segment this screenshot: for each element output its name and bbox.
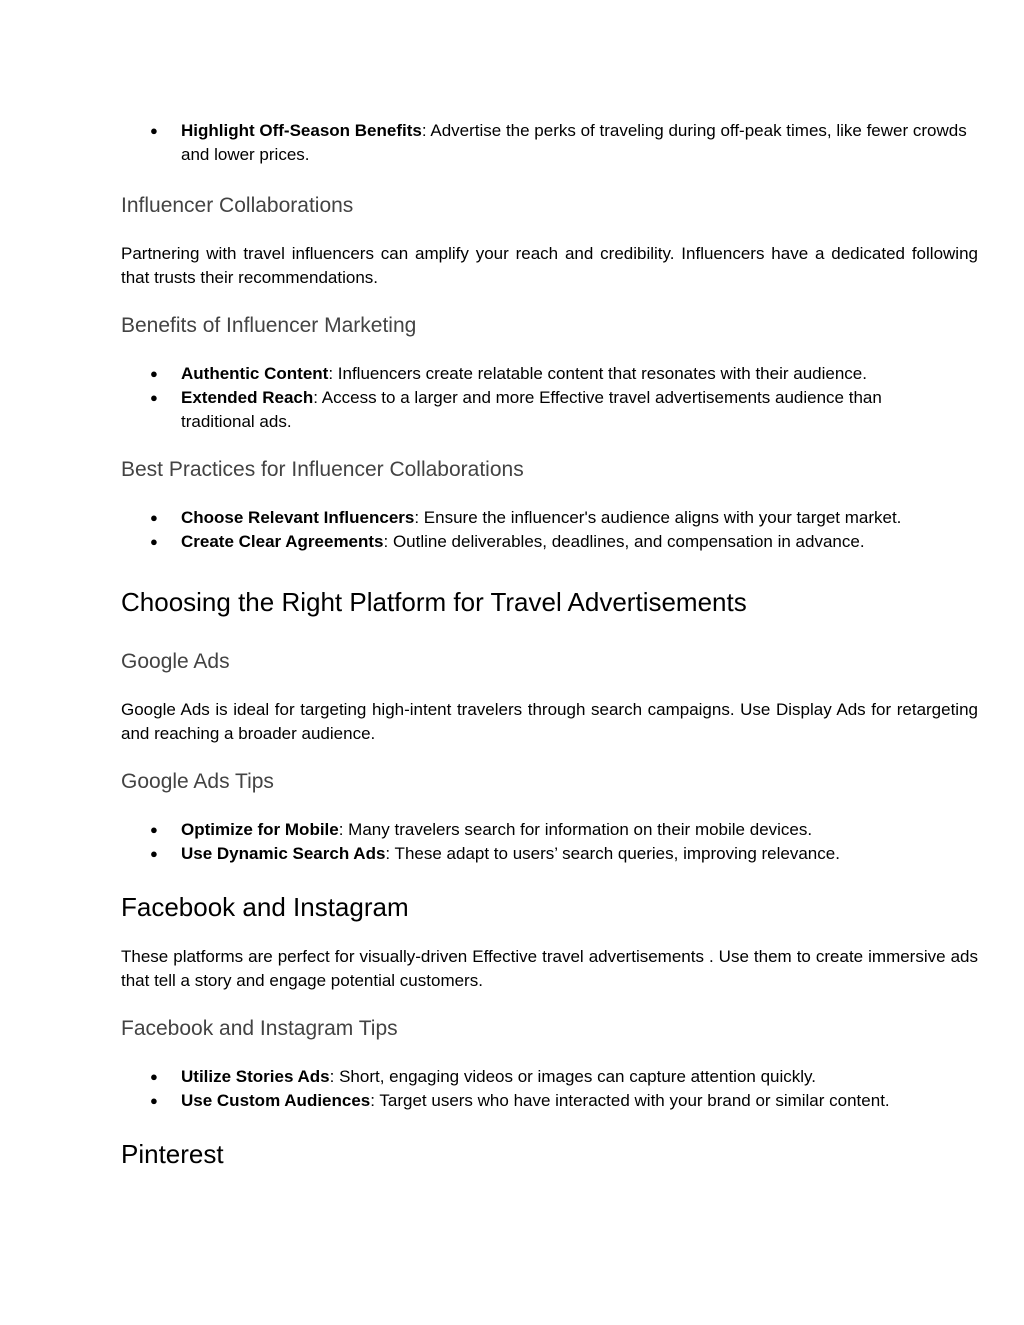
influencer-paragraph: Partnering with travel influencers can amplify your reach and credibility. Influencers have a dedicated following that trusts their recommendations.: [121, 244, 978, 287]
list-item: [121, 842, 978, 866]
list-item-text: : Influencers create relatable content that resonates with their audience.: [328, 364, 867, 383]
list-item: [121, 362, 978, 386]
list-item-term: Extended Reach: [181, 388, 314, 407]
list-item-term: Authentic Content: [181, 364, 329, 383]
benefits-list: [121, 362, 978, 434]
bullet-icon: ●: [150, 390, 158, 405]
facebook-instagram-heading: Facebook and Instagram: [121, 892, 409, 922]
bullet-icon: ●: [150, 1069, 158, 1084]
list-item: [121, 818, 978, 842]
bullet-icon: ●: [150, 822, 158, 837]
google-ads-tips-heading: Google Ads Tips: [121, 770, 274, 793]
list-item-text: : Many travelers search for information on their mobile devices.: [338, 820, 813, 839]
list-item-text: : Access to a larger and more Effective travel advertisements audience than traditional ads.: [181, 388, 882, 431]
facebook-instagram-paragraph: These platforms are perfect for visually-driven Effective travel advertisements . Use them to create immersive ads that tell a story and engage potential customers.: [121, 947, 978, 990]
list-item-text: : Target users who have interacted with your brand or similar content.: [370, 1091, 890, 1110]
bullet-icon: ●: [150, 123, 158, 138]
bullet-icon: ●: [150, 534, 158, 549]
list-item-text: : Ensure the influencer's audience aligns with your target market.: [414, 508, 902, 527]
list-item: [121, 386, 978, 434]
list-item-text: : These adapt to users’ search queries, improving relevance.: [385, 844, 840, 863]
list-item: [121, 119, 978, 167]
list-item-term: Create Clear Agreements: [181, 532, 384, 551]
practices-list: [121, 506, 978, 554]
list-item-term: Highlight Off-Season Benefits: [181, 121, 422, 140]
google-ads-tips-list: [121, 818, 978, 866]
google-ads-heading: Google Ads: [121, 650, 230, 673]
bullet-icon: ●: [150, 366, 158, 381]
facebook-instagram-tips-list: [121, 1065, 978, 1113]
facebook-instagram-tips-heading: Facebook and Instagram Tips: [121, 1017, 398, 1040]
benefits-heading: Benefits of Influencer Marketing: [121, 314, 417, 337]
platform-heading: Choosing the Right Platform for Travel Advertisements: [121, 587, 747, 617]
list-item: [121, 1089, 978, 1113]
list-item-text: : Advertise the perks of traveling during off-peak times, like fewer crowds and lower prices.: [181, 121, 967, 164]
list-item-term: Use Custom Audiences: [181, 1091, 371, 1110]
list-item-term: Optimize for Mobile: [181, 820, 339, 839]
list-item-term: Use Dynamic Search Ads: [181, 844, 386, 863]
pinterest-heading: Pinterest: [121, 1139, 224, 1169]
influencer-heading: Influencer Collaborations: [121, 194, 354, 217]
practices-heading: Best Practices for Influencer Collaborations: [121, 458, 524, 481]
list-item-text: : Short, engaging videos or images can capture attention quickly.: [329, 1067, 816, 1086]
list-item: [121, 1065, 978, 1089]
intro-list: [121, 119, 978, 167]
list-item-term: Choose Relevant Influencers: [181, 508, 415, 527]
list-item: [121, 530, 978, 554]
list-item-text: : Outline deliverables, deadlines, and compensation in advance.: [383, 532, 865, 551]
bullet-icon: ●: [150, 846, 158, 861]
bullet-icon: ●: [150, 510, 158, 525]
bullet-icon: ●: [150, 1093, 158, 1108]
list-item: [121, 506, 978, 530]
google-ads-paragraph: Google Ads is ideal for targeting high-intent travelers through search campaigns. Use Display Ads for retargeting and reaching a broader audience.: [121, 700, 978, 743]
list-item-term: Utilize Stories Ads: [181, 1067, 330, 1086]
